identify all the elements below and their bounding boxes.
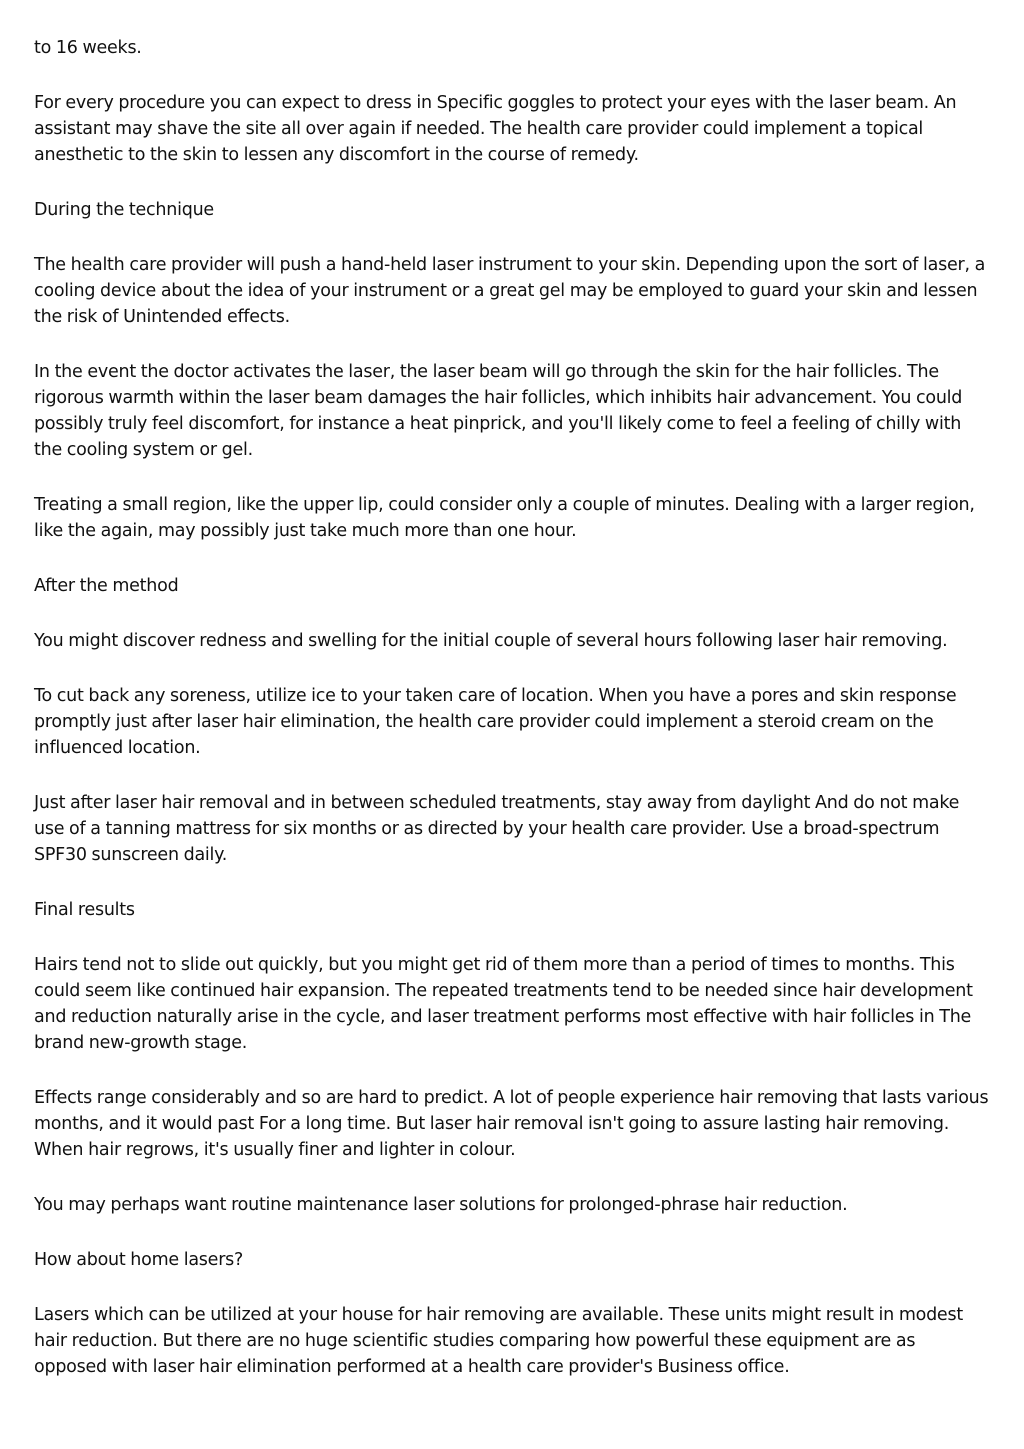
- paragraph-laser-instrument: The health care provider will push a hand-held laser instrument to your skin. Depending upon the sort of laser, a cooling device about the idea of your instrument or a great gel may be employed to guard your skin and lessen the risk of Unintended effects.: [34, 255, 986, 327]
- section-heading-after: After the method: [34, 576, 179, 596]
- paragraph-laser-activation: In the event the doctor activates the laser, the laser beam will go through the skin for the hair follicles. The rigorous warmth within the laser beam damages the hair follicles, which inhibits hair advancement. You could possibly truly feel discomfort, for instance a heat pinprick, and you'll likely come to feel a feeling of chilly with the cooling system or gel.: [34, 362, 963, 460]
- paragraph-effects-range: Effects range considerably and so are hard to predict. A lot of people experience hair removing that lasts various months, and it would past For a long time. But laser hair removal isn't going to assure lasting hair removing. When hair regrows, it's usually finer and lighter in colour.: [34, 1088, 989, 1160]
- section-heading-results: Final results: [34, 900, 135, 920]
- section-heading-home-lasers: How about home lasers?: [34, 1250, 244, 1270]
- paragraph-continuation: to 16 weeks.: [34, 38, 142, 58]
- paragraph-redness: You might discover redness and swelling for the initial couple of several hours following laser hair removing.: [34, 631, 948, 651]
- paragraph-home-lasers: Lasers which can be utilized at your house for hair removing are available. These units might result in modest hair reduction. But there are no huge scientific studies comparing how powerful these equipment are as opposed with laser hair elimination performed at a health care provider's Business office.: [34, 1305, 963, 1377]
- paragraph-treatment-duration: Treating a small region, like the upper lip, could consider only a couple of minutes. Dealing with a larger region, like the again, may possibly just take much more than one hour.: [34, 495, 975, 541]
- paragraph-soreness: To cut back any soreness, utilize ice to your taken care of location. When you have a pores and skin response promptly just after laser hair elimination, the health care provider could implement a steroid cream on the influenced location.: [34, 686, 957, 758]
- section-heading-during: During the technique: [34, 200, 214, 220]
- paragraph-sun-avoidance: Just after laser hair removal and in between scheduled treatments, stay away from daylight And do not make use of a tanning mattress for six months or as directed by your health care provider. Use a broad-spectrum SPF30 sunscreen daily.: [34, 793, 960, 865]
- paragraph-hair-shedding: Hairs tend not to slide out quickly, but you might get rid of them more than a period of times to months. This could seem like continued hair expansion. The repeated treatments tend to be needed since hair development and reduction naturally arise in the cycle, and laser treatment performs most effective with hair follicles in The brand new-growth stage.: [34, 955, 973, 1053]
- document-page: [34, 35, 992, 1409]
- paragraph-procedure-prep: For every procedure you can expect to dress in Specific goggles to protect your eyes with the laser beam. An assistant may shave the site all over again if needed. The health care provider could implement a topical anesthetic to the skin to lessen any discomfort in the course of remedy.: [34, 93, 957, 165]
- paragraph-maintenance: You may perhaps want routine maintenance laser solutions for prolonged-phrase hair reduction.: [34, 1195, 848, 1215]
